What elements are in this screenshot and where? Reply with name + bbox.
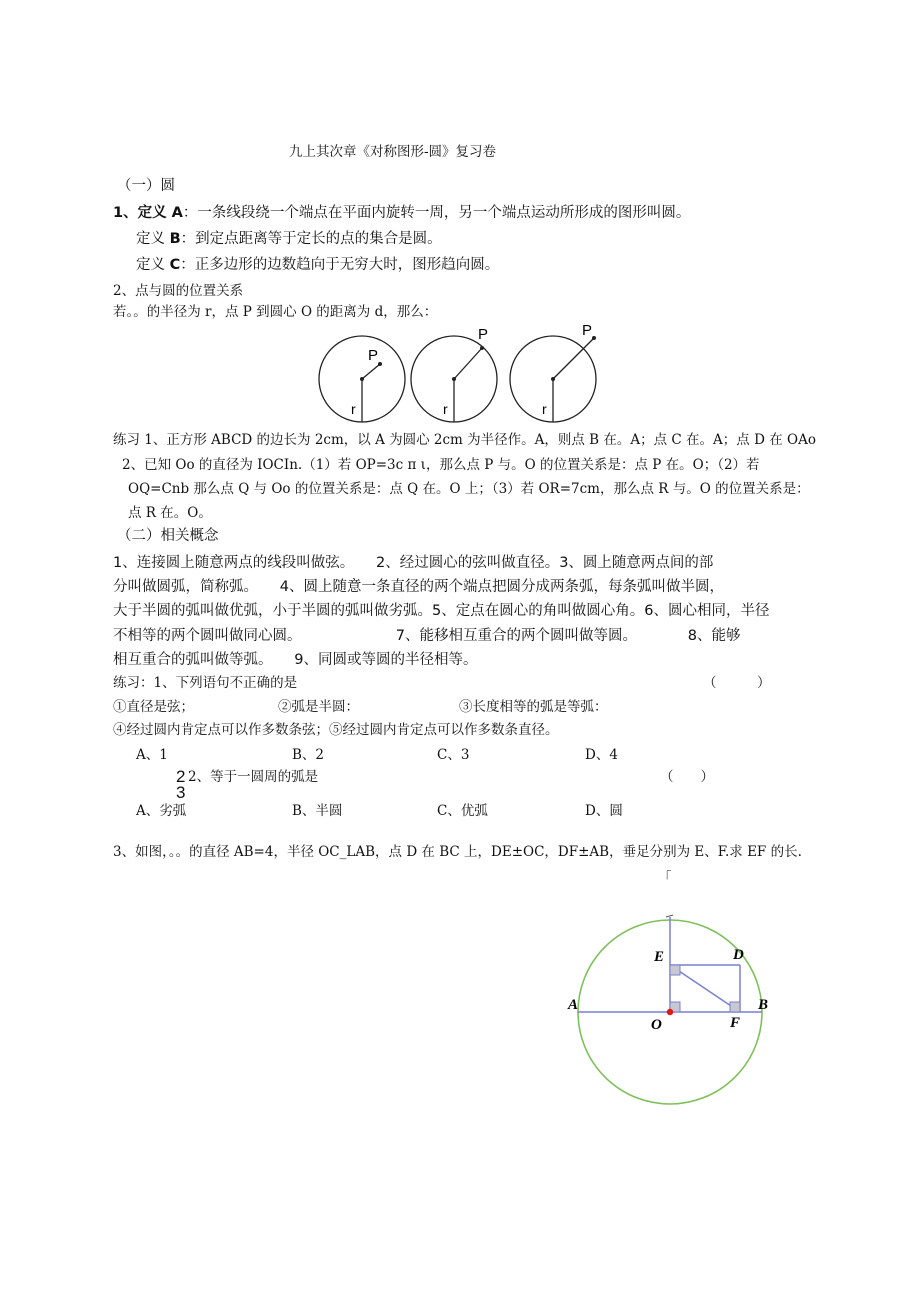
definition-b xyxy=(136,232,442,247)
exercise1-line4: 点 R 在。O。 xyxy=(128,505,212,521)
choice2-b: B、半圆 xyxy=(292,803,343,819)
choice2-c: C、优弧 xyxy=(437,803,488,819)
choice2-d: D、圆 xyxy=(585,803,623,819)
center-point xyxy=(667,1009,673,1015)
concept-line-5: 相互重合的弧叫做等弧。 9、同圆或等圆的半径相等。 xyxy=(113,652,478,668)
label-p: P xyxy=(368,347,379,364)
circle-inside xyxy=(319,336,405,422)
practice-q3: 3、如图，。。的直径 AB=4，半径 OC_LAB，点 D 在 BC 上，DE±OC，DF±AB，垂足分别为 E、F.求 EF 的长. xyxy=(113,844,802,860)
choice2-a: A、劣弧 xyxy=(136,803,187,819)
label-r: r xyxy=(443,401,448,417)
definition-a-number: 1 xyxy=(113,205,124,221)
option-4-5: ④经过圆内肯定点可以作多数条弦；⑤经过圆内肯定点可以作多数条直径。 xyxy=(113,722,559,738)
exercise1-line2: 2、已知 Oo 的直径为 IOCIn.（1）若 OP=3c π ι，那么点 P 与。O 的位置关系是：点 P 在。O；（2）若 xyxy=(122,457,760,473)
practice-q1: 练习：1、下列语句不正确的是 xyxy=(113,675,298,691)
choice-d: D、4 xyxy=(585,747,618,763)
definition-b-letter: B xyxy=(169,231,181,247)
label-b: B xyxy=(758,997,769,1013)
definition-a-label: 、定义 xyxy=(123,205,172,221)
subsection-point-circle: 2、点与圆的位置关系 xyxy=(113,283,244,299)
circle-outside xyxy=(510,322,596,422)
option-2: ②弧是半圆： xyxy=(278,699,359,715)
page-title: 九上其次章《对称图形-圆》复习卷 xyxy=(289,144,497,160)
choice-c: C、3 xyxy=(437,747,470,763)
definition-b-text: ：到定点距离等于定长的点的集合是圆。 xyxy=(180,231,442,247)
label-f: F xyxy=(730,1015,741,1031)
circle-on xyxy=(411,326,497,422)
label-a: A xyxy=(568,997,579,1013)
option-1: ①直径是弦； xyxy=(113,699,194,715)
corner-mark: 「 xyxy=(658,870,672,886)
fraction-top: 2 xyxy=(176,767,186,786)
definition-c-label: 定义 xyxy=(136,257,170,273)
definition-c-text: ：正多边形的边数趋向于无穷大时，图形趋向圆。 xyxy=(180,257,500,273)
definition-b-label: 定义 xyxy=(136,231,170,247)
answer-paren-2: （ ） xyxy=(660,769,714,785)
label-p: P xyxy=(478,326,489,343)
definition-c xyxy=(136,258,499,273)
label-r: r xyxy=(351,401,356,417)
concept-line-1: 1、连接圆上随意两点的线段叫做弦。 2、经过圆心的弦叫做直径。3、圆上随意两点间的部 xyxy=(113,555,714,571)
choice-a: A、1 xyxy=(136,747,168,763)
definition-a-letter: A xyxy=(171,205,183,221)
exercise1-line3: OQ=Cnb 那么点 Q 与 Oo 的位置关系是：点 Q 在。O 上；（3）若 OR=7cm，那么点 R 与。O 的位置关系是： xyxy=(128,481,810,497)
label-p: P xyxy=(582,322,593,339)
label-o: O xyxy=(651,1017,662,1033)
label-e: E xyxy=(654,949,665,965)
exercise1-line1: 练习 1、正方形 ABCD 的边长为 2cm，以 A 为圆心 2cm 为半径作。A，则点 B 在。A；点 C 在。A；点 D 在 OAo xyxy=(113,432,816,448)
definition-a-text: ：一条线段绕一个端点在平面内旋转一周，另一个端点运动所形成的图形叫圆。 xyxy=(182,205,691,221)
concept-line-2: 分叫做圆弧，简称弧。 4、圆上随意一条直径的两个端点把圆分成两条弧，每条弧叫做半圆， xyxy=(113,579,724,595)
section-heading-circle: （一）圆 xyxy=(117,178,175,194)
section-heading-concepts: （二）相关概念 xyxy=(117,528,219,544)
label-d: D xyxy=(733,947,744,963)
point-circle-figure xyxy=(316,318,606,428)
option-3: ③长度相等的弧是等弧： xyxy=(459,699,608,715)
fraction-bottom: 3 xyxy=(176,783,186,802)
definition-c-letter: C xyxy=(169,257,181,273)
concept-line-4: 不相等的两个圆叫做同心圆。 7、能移相互重合的两个圆叫做等圆。 8、能够 xyxy=(113,628,741,644)
practice-q2: 2、等于一圆周的弧是 xyxy=(188,769,319,785)
geometry-figure xyxy=(560,905,790,1115)
intro-line: 若。。的半径为 r，点 P 到圆心 O 的距离为 d，那么： xyxy=(113,304,438,320)
answer-paren: （ ） xyxy=(703,675,771,691)
label-r: r xyxy=(542,401,547,417)
choice-b: B、2 xyxy=(292,747,325,763)
definition-a xyxy=(113,206,690,221)
concept-line-3: 大于半圆的弧叫做优弧，小于半圆的弧叫做劣弧。5、定点在圆心的角叫做圆心角。6、圆心相同，半径 xyxy=(113,603,770,619)
